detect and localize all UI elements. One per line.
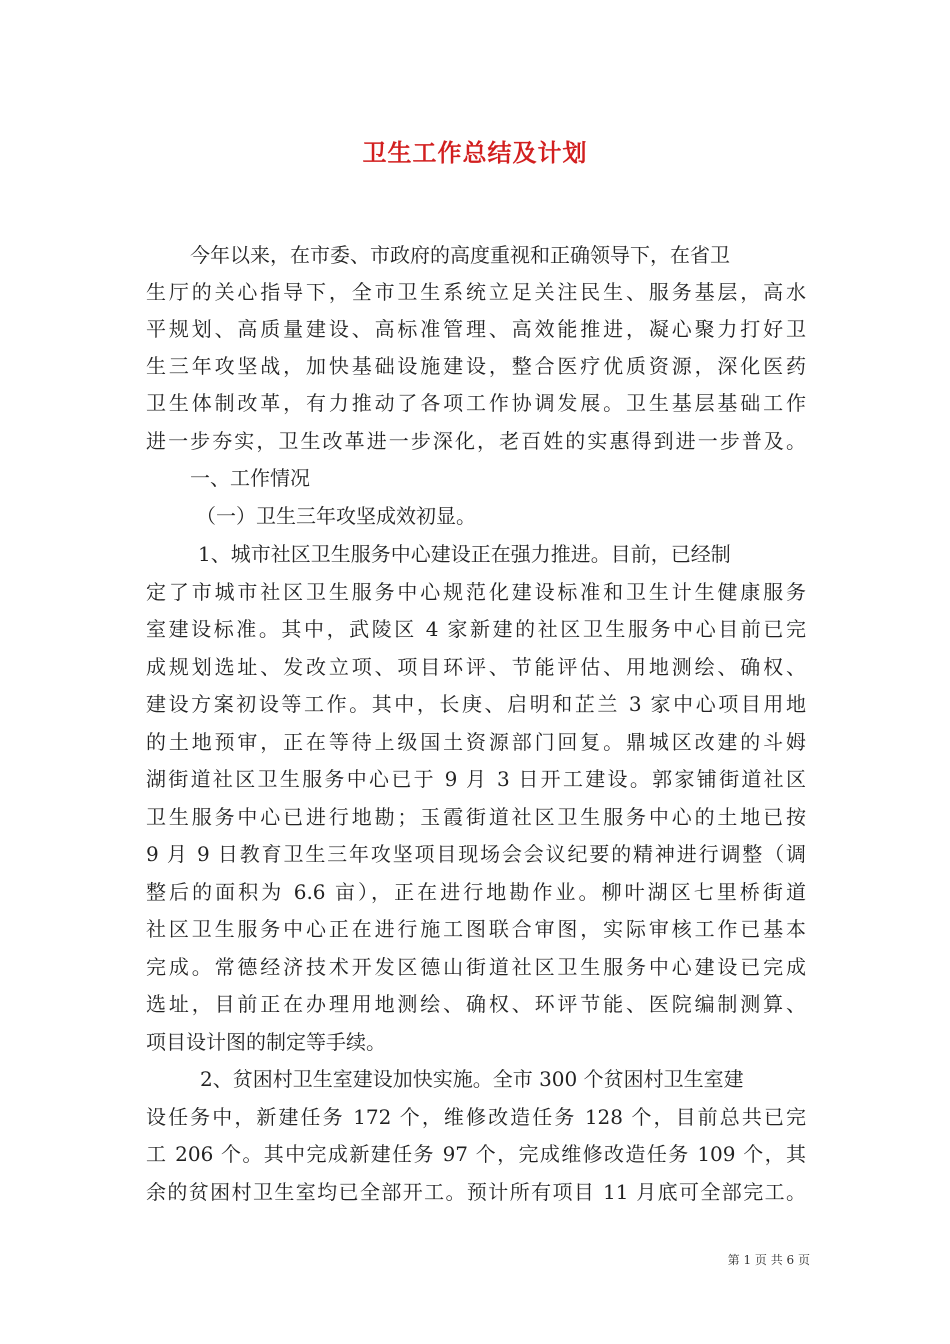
text-line: 的土地预审，正在等待上级国土资源部门回复。鼎城区改建的斗姆 bbox=[146, 730, 806, 754]
text-line: 设任务中，新建任务 172 个，维修改造任务 128 个，目前总共已完 bbox=[146, 1105, 806, 1129]
text-line: 2、贫困村卫生室建设加快实施。全市 300 个贫困村卫生室建 bbox=[200, 1067, 744, 1091]
text-line: 平规划、高质量建设、高标准管理、高效能推进，凝心聚力打好卫 bbox=[146, 317, 806, 341]
text-line: 完成。常德经济技术开发区德山街道社区卫生服务中心建设已完成 bbox=[146, 955, 806, 979]
text-line: 成规划选址、发改立项、项目环评、节能评估、用地测绘、确权、 bbox=[146, 655, 806, 679]
text-line: 卫生体制改革，有力推动了各项工作协调发展。卫生基层基础工作 bbox=[146, 391, 806, 415]
text-line: 9 月 9 日教育卫生三年攻坚项目现场会会议纪要的精神进行调整（调 bbox=[146, 842, 806, 866]
document-title: 卫生工作总结及计划 bbox=[362, 138, 588, 167]
text-line: 定了市城市社区卫生服务中心规范化建设标准和卫生计生健康服务 bbox=[146, 580, 806, 604]
text-line: 生厅的关心指导下，全市卫生系统立足关注民生、服务基层，高水 bbox=[146, 280, 806, 304]
text-line: 进一步夯实，卫生改革进一步深化，老百姓的实惠得到进一步普及。 bbox=[146, 429, 806, 453]
text-line: 湖街道社区卫生服务中心已于 9 月 3 日开工建设。郭家铺街道社区 bbox=[146, 767, 806, 791]
text-line: 室建设标准。其中，武陵区 4 家新建的社区卫生服务中心目前已完 bbox=[146, 617, 806, 641]
text-line: 建设方案初设等工作。其中，长庚、启明和芷兰 3 家中心项目用地 bbox=[146, 692, 806, 716]
text-line: 1、城市社区卫生服务中心建设正在强力推进。目前，已经制 bbox=[198, 542, 731, 566]
text-line: 选址，目前正在办理用地测绘、确权、环评节能、医院编制测算、 bbox=[146, 992, 806, 1016]
subsection-heading: （一）卫生三年攻坚成效初显。 bbox=[196, 504, 476, 528]
text-line: 今年以来，在市委、市政府的高度重视和正确领导下，在省卫 bbox=[190, 243, 730, 267]
page-number: 第 1 页 共 6 页 bbox=[727, 1253, 810, 1267]
text-line: 项目设计图的制定等手续。 bbox=[146, 1030, 386, 1054]
text-line: 社区卫生服务中心正在进行施工图联合审图，实际审核工作已基本 bbox=[146, 917, 806, 941]
text-line: 卫生服务中心已进行地勘；玉霞街道社区卫生服务中心的土地已按 bbox=[146, 805, 806, 829]
text-line: 整后的面积为 6.6 亩），正在进行地勘作业。柳叶湖区七里桥街道 bbox=[146, 880, 806, 904]
section-heading: 一、工作情况 bbox=[190, 466, 310, 490]
text-line: 余的贫困村卫生室均已全部开工。预计所有项目 11 月底可全部完工。 bbox=[146, 1180, 806, 1204]
text-line: 工 206 个。其中完成新建任务 97 个，完成维修改造任务 109 个，其 bbox=[146, 1142, 806, 1166]
text-line: 生三年攻坚战，加快基础设施建设，整合医疗优质资源，深化医药 bbox=[146, 354, 806, 378]
